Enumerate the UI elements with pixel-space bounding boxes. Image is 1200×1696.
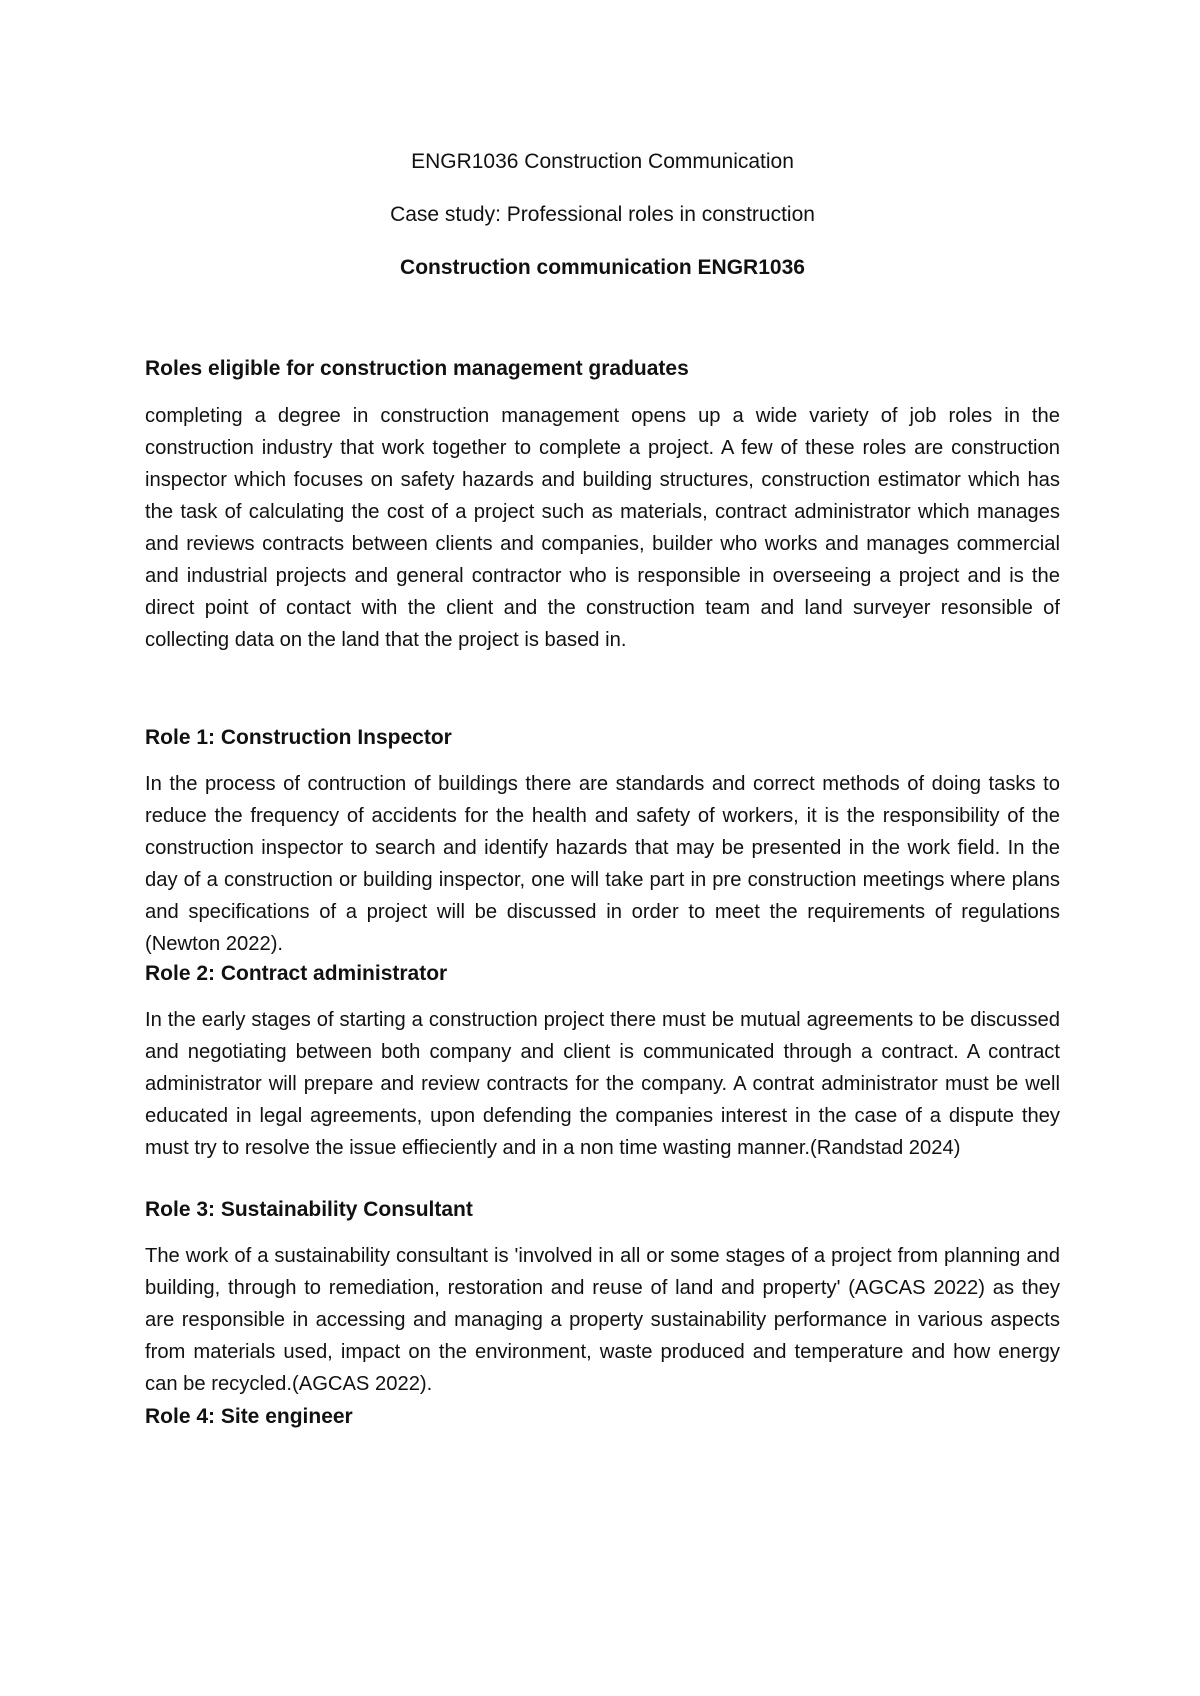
intro-paragraph: completing a degree in construction management opens up a wide variety of job roles in the construction industry that work together to complete a project. A few of these roles are construction inspector which focuses on safety hazards and building structures, construction estimator which has the task of calculating the cost of a project such as materials, contract administrator which manages and reviews contracts between clients and companies, builder who works and manages commercial and industrial projects and general contractor who is responsible in overseeing a project and is the direct point of contact with the client and the construction team and land surveyer resonsible of collecting data on the land that the project is based in.: [145, 405, 1060, 651]
role1-heading: Role 1: Construction Inspector: [145, 726, 452, 749]
course-line: ENGR1036 Construction Communication: [411, 150, 794, 173]
case-study-line: Case study: Professional roles in construction: [390, 203, 815, 226]
role3-paragraph: The work of a sustainability consultant is 'involved in all or some stages of a project from planning and building, through to remediation, restoration and reuse of land and property' (AGCAS 2022) as they are responsible in accessing and managing a property sustainability performance in various aspects from materials used, impact on the environment, waste produced and temperature and how energy can be recycled.(AGCAS 2022).: [145, 1245, 1060, 1395]
intro-heading: Roles eligible for construction management graduates: [145, 357, 689, 380]
role2-heading: Role 2: Contract administrator: [145, 962, 448, 985]
role4-heading: Role 4: Site engineer: [145, 1405, 353, 1428]
role2-paragraph: In the early stages of starting a construction project there must be mutual agreements to be discussed and negotiating between both company and client is communicated through a contract. A contract administrator will prepare and review contracts for the company. A contrat administrator must be well educated in legal agreements, upon defending the companies interest in the case of a dispute they must try to resolve the issue effieciently and in a non time wasting manner.(Randstad 2024): [145, 1009, 1060, 1159]
document-title: Construction communication ENGR1036: [400, 256, 805, 279]
role1-paragraph: In the process of contruction of buildings there are standards and correct methods of doing tasks to reduce the frequency of accidents for the health and safety of workers, it is the responsibility of the construction inspector to search and identify hazards that may be presented in the work field. In the day of a construction or building inspector, one will take part in pre construction meetings where plans and specifications of a project will be discussed in order to meet the requirements of regulations (Newton 2022).: [145, 773, 1060, 955]
role3-heading: Role 3: Sustainability Consultant: [145, 1198, 473, 1221]
